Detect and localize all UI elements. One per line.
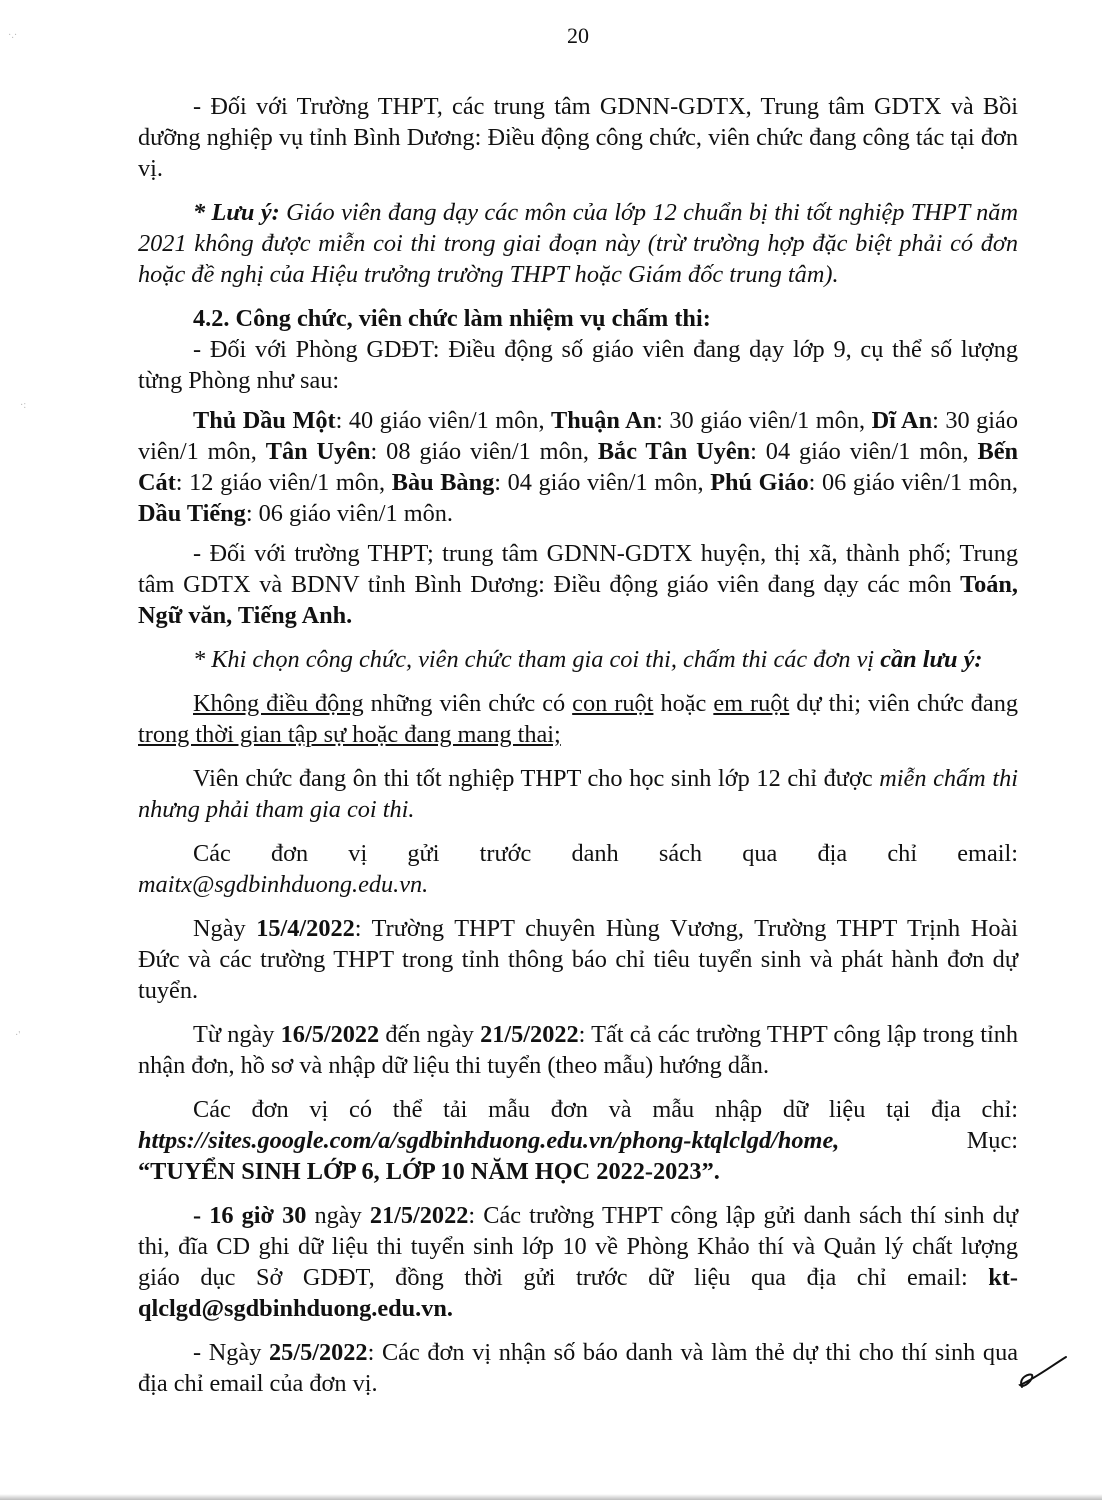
quota-value: : 08 giáo viên/1 môn, <box>370 438 598 465</box>
email-address-ktqlclgd[interactable]: kt-qlclgd@sgdbinhduong.edu.vn. <box>138 1264 1018 1322</box>
quota-name: Bàu Bàng <box>391 469 495 496</box>
scan-bottom-edge <box>0 1494 1102 1500</box>
paragraph-review-teachers: Viên chức đang ôn thi tốt nghiệp THPT cho học sinh lớp 12 chỉ được miễn chấm thi nhưng phải tham gia coi thi. <box>138 765 1018 823</box>
subjects: Toán, Ngữ văn, Tiếng Anh <box>138 571 1018 629</box>
quota-list <box>138 405 1018 529</box>
enrollment-title: “TUYỂN SINH LỚP 6, LỚP 10 NĂM HỌC 2022-2023”. <box>138 1158 720 1185</box>
quota-value: : 40 giáo viên/1 môn, <box>335 407 552 434</box>
quota-name: Bến Cát <box>138 438 1018 496</box>
scan-speck: ·.· <box>8 30 18 41</box>
quota-name: Bắc Tân Uyên <box>597 438 751 465</box>
paragraph-16h30: - 16 giờ 30 ngày 21/5/2022: Các trường THPT công lập gửi danh sách thí sinh dự thi, đĩa CD ghi dữ liệu thi tuyển sinh lớp 10 về Phòng Khảo thí và Quản lý chất lượng giáo dục Sở GDĐT, đồng thời gửi trước dữ liệu qua địa chỉ email: kt-qlclgd@sgdbinhduong.edu.vn. <box>138 1202 1018 1322</box>
quota-value: : 30 giáo viên/1 môn, <box>656 407 872 434</box>
note-selection: * Khi chọn công chức, viên chức tham gia coi thi, chấm thi các đơn vị cần lưu ý: <box>193 646 983 673</box>
quota-name: Phú Giáo <box>710 469 809 496</box>
quota-name: Dĩ An <box>871 407 933 434</box>
quota-name: Thủ Dầu Một <box>193 407 336 434</box>
paragraph-send-list: Các đơn vị gửi trước danh sách qua địa chỉ email: <box>193 840 1018 867</box>
paragraph-thpt-graders: - Đối với trường THPT; trung tâm GDNN-GDTX huyện, thị xã, thành phố; Trung tâm GDTX và BDNV tỉnh Bình Dương: Điều động giáo viên đang dạy các môn Toán, Ngữ văn, Tiếng Anh. <box>138 540 1018 629</box>
paragraph-phong-gddt: - Đối với Phòng GDĐT: Điều động số giáo viên đang dạy lớp 9, cụ thể số lượng từng Phòng như sau: <box>138 336 1018 394</box>
section-heading-4-2: 4.2. Công chức, viên chức làm nhiệm vụ chấm thi: <box>193 305 711 332</box>
paragraph-thpt-invigilators: - Đối với Trường THPT, các trung tâm GDNN-GDTX, Trung tâm GDTX và Bồi dưỡng nghiệp vụ tỉnh Bình Dương: Điều động công chức, viên chức đang công tác tại đơn vị. <box>138 93 1018 182</box>
document-page <box>138 20 1018 1399</box>
quota-value: : 06 giáo viên/1 môn, <box>808 469 1018 496</box>
email-address-maitx[interactable]: maitx@sgdbinhduong.edu.vn. <box>138 871 429 898</box>
initial-signature-mark <box>1010 1345 1070 1395</box>
note-text: Giáo viên đang dạy các môn của lớp 12 chuẩn bị thi tốt nghiệp THPT năm 2021 không được miễn coi thi trong giai đoạn này (trừ trường hợp đặc biệt phải có đơn hoặc đề nghị của Hiệu trưởng trường THPT hoặc Giám đốc trung tâm). <box>138 199 1018 288</box>
download-url-line: https://sites.google.com/a/sgdbinhduong.edu.vn/phong-ktqlclgd/home, Mục: <box>138 1127 1018 1154</box>
quota-value: : 12 giáo viên/1 môn, <box>175 469 392 496</box>
quota-value: : 06 giáo viên/1 môn. <box>245 500 453 527</box>
quota-value: : 30 giáo viên/1 môn, <box>138 407 1018 465</box>
note-emphasis: cần lưu ý: <box>880 646 983 673</box>
quota-name: Tân Uyên <box>265 438 371 465</box>
paragraph-16-5-2022: Từ ngày 16/5/2022 đến ngày 21/5/2022: Tất cả các trường THPT công lập trong tỉnh nhận đơn, hồ sơ và nhập dữ liệu thi tuyển (theo mẫu) hướng dẫn. <box>138 1021 1019 1079</box>
scan-speck: ·' <box>15 1030 21 1041</box>
paragraph-15-4-2022: Ngày 15/4/2022: Trường THPT chuyên Hùng Vương, Trường THPT Trịnh Hoài Đức và các trường THPT trong tỉnh thông báo chỉ tiêu tuyển sinh và phát hành đơn dự tuyển. <box>138 915 1018 1004</box>
page-number: 20 <box>567 23 589 48</box>
paragraph-exclusions: Không điều động những viên chức có con ruột hoặc em ruột dự thi; viên chức đang trong thời gian tập sự hoặc đang mang thai; <box>138 690 1018 748</box>
paragraph-25-5-2022: - Ngày 25/5/2022: Các đơn vị nhận số báo danh và làm thẻ dự thi cho thí sinh qua địa chỉ email của đơn vị. <box>138 1339 1019 1397</box>
quota-value: : 04 giáo viên/1 môn, <box>750 438 978 465</box>
quota-name: Thuận An <box>551 407 657 434</box>
quota-value: : 04 giáo viên/1 môn, <box>494 469 711 496</box>
scan-speck: ·: <box>20 400 27 411</box>
download-url-link[interactable]: https://sites.google.com/a/sgdbinhduong.edu.vn/phong-ktqlclgd/home, <box>138 1127 840 1154</box>
note-teachers-grade-12 <box>138 197 1018 290</box>
paragraph-download-forms: Các đơn vị có thể tải mẫu đơn và mẫu nhập dữ liệu tại địa chỉ: <box>193 1096 1018 1123</box>
note-label: * Lưu ý: <box>193 199 280 226</box>
quota-name: Dầu Tiếng <box>138 500 246 527</box>
